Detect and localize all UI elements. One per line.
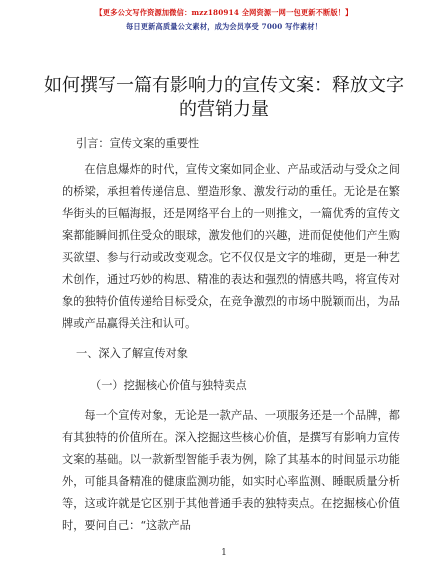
intro-paragraph: 在信息爆炸的时代，宣传文案如同企业、产品或活动与受众之间的桥梁，承担着传递信息、塑造形象、激发行动的重任。无论是在繁华街头的巨幅海报，还是网络平台上的一则推文，一篇优秀的宣传文案都能瞬间抓住受众的眼球，激发他们的兴趣，进而促使他们产生购买欲望、参与行动或改变观念。它不仅仅是文字的堆砌，更是一种艺术创作，通过巧妙的构思、精准的表达和强烈的情感共鸣，将宣传对象的独特价值传递给目标受众，在竞争激烈的市场中脱颖而出，为品牌或产品赢得关注和认可。 xyxy=(62,163,400,330)
subsection-paragraph: 每一个宣传对象，无论是一款产品、一项服务还是一个品牌，都有其独特的价值所在。深入挖掘这些核心价值，是撰写有影响力宣传文案的基础。以一款新型智能手表为例，除了其基本的时间显示功能外，可能具备精准的健康监测功能，如实时心率监测、睡眠质量分析等，这或许就是它区别于其他普通手表的独特卖点。在挖掘核心价值时，要问自己：“这款产品 xyxy=(62,409,400,532)
promo-banner-line-1: 【更多公文写作资源加微信：mzz180914 全网资源一网一包更新不断版！】 xyxy=(95,8,353,17)
promo-banner-line-2: 每日更新高质量公文素材，成为会员享受 7000 写作素材！ xyxy=(125,22,323,31)
intro-heading: 引言：宣传文案的重要性 xyxy=(76,137,200,150)
section-heading: 一、深入了解宣传对象 xyxy=(76,347,188,360)
document-title: 如何撰写一篇有影响力的宣传文案：释放文字的营销力量 xyxy=(44,75,404,120)
page-number: 1 xyxy=(221,548,227,558)
document-body xyxy=(62,133,400,537)
subsection-heading: （一）挖掘核心价值与独特卖点 xyxy=(90,379,247,392)
